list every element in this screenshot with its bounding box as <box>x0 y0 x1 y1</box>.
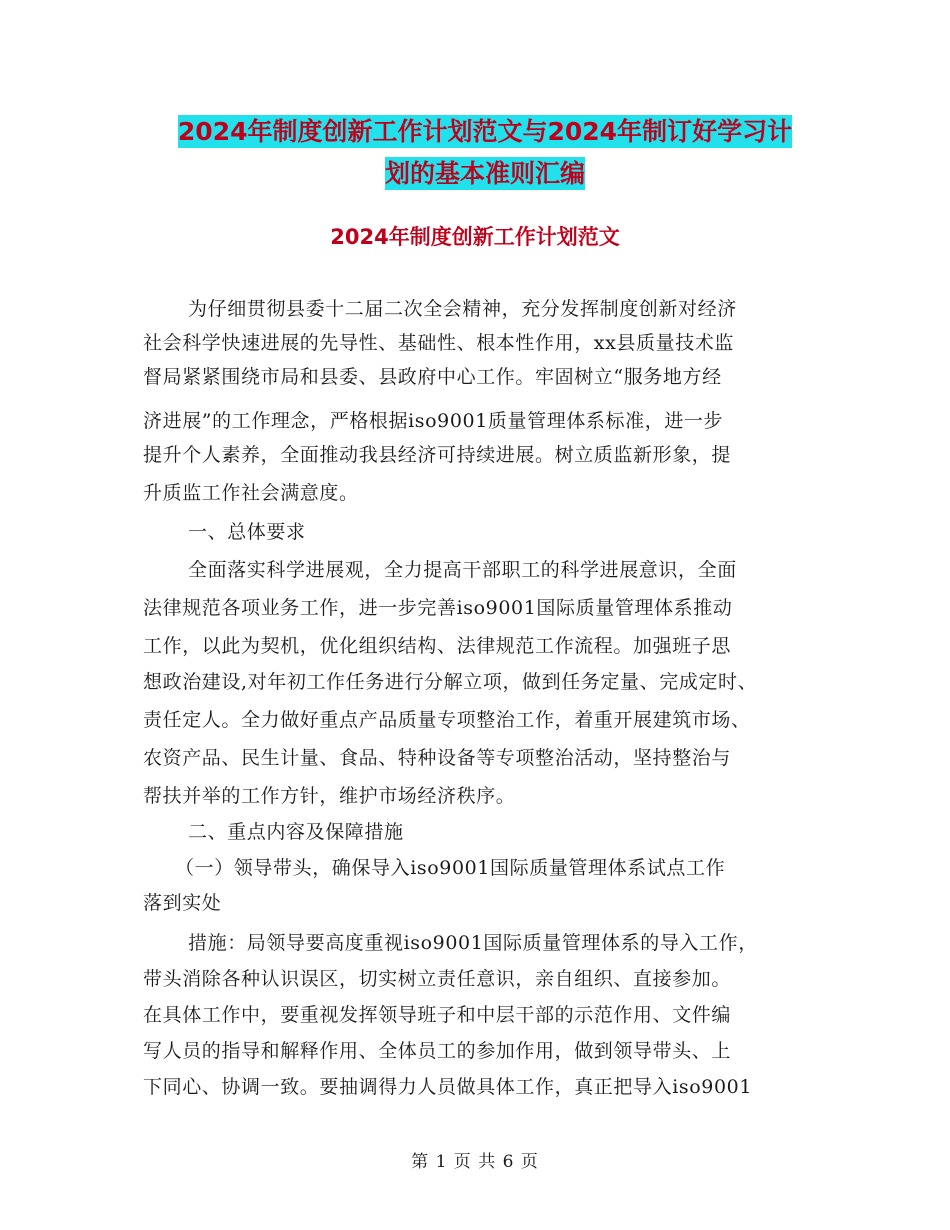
body-line: 督局紧紧围绕市局和县委、县政府中心工作。牢固树立“服务地方经 <box>143 366 722 388</box>
heading-line: 二、重点内容及保障措施 <box>188 821 404 843</box>
title-line-1: 2024年制度创新工作计划范文与2024年制订好学习计 <box>177 117 793 146</box>
heading-line: 一、总体要求 <box>188 521 306 543</box>
subheading-line: 落到实处 <box>143 892 222 914</box>
body-line: 下同心、协调一致。要抽调得力人员做具体工作，真正把导入iso9001 <box>143 1076 753 1098</box>
body-line: 农资产品、民生计量、食品、特种设备等专项整治活动，坚持整治与 <box>143 747 732 769</box>
body-line: 提升个人素养，全面推动我县经济可持续进展。树立质监新形象，提 <box>143 444 732 466</box>
body-line: 在具体工作中，要重视发挥领导班子和中层干部的示范作用、文件编 <box>143 1004 732 1026</box>
body-line: 责任定人。全力做好重点产品质量专项整治工作，着重开展建筑市场、 <box>143 709 751 731</box>
body-line: 写人员的指导和解释作用、全体员工的参加作用，做到领导带头、上 <box>143 1040 732 1062</box>
body-line: 法律规范各项业务工作，进一步完善iso9001国际质量管理体系推动 <box>143 597 733 619</box>
subheading-line: （一）领导带头，确保导入iso9001国际质量管理体系试点工作 <box>175 857 726 879</box>
body-line: 社会科学快速进展的先导性、基础性、根本性作用，xx县质量技术监 <box>143 332 735 354</box>
body-line: 想政治建设,对年初工作任务进行分解立项，做到任务定量、完成定时、 <box>143 671 758 693</box>
page-number: 第 1 页 共 6 页 <box>411 1152 539 1172</box>
document-title <box>140 111 830 195</box>
title-line-2: 划的基本准则汇编 <box>384 159 585 188</box>
body-line: 工作，以此为契机，优化组织结构、法律规范工作流程。加强班子思 <box>143 635 732 657</box>
body-line: 升质监工作社会满意度。 <box>143 482 359 504</box>
section-title: 2024年制度创新工作计划范文 <box>330 225 620 249</box>
body-line: 帮扶并举的工作方针，维护市场经济秩序。 <box>143 785 516 807</box>
body-line: 全面落实科学进展观，全力提高干部职工的科学进展意识，全面 <box>188 559 737 581</box>
body-line: 为仔细贯彻县委十二届二次全会精神，充分发挥制度创新对经济 <box>188 298 737 320</box>
body-line: 带头消除各种认识误区，切实树立责任意识，亲自组织、直接参加。 <box>143 968 732 990</box>
body-line: 措施：局领导要高度重视iso9001国际质量管理体系的导入工作， <box>188 932 758 954</box>
body-line: 济进展”的工作理念，严格根据iso9001质量管理体系标准，进一步 <box>143 410 724 432</box>
